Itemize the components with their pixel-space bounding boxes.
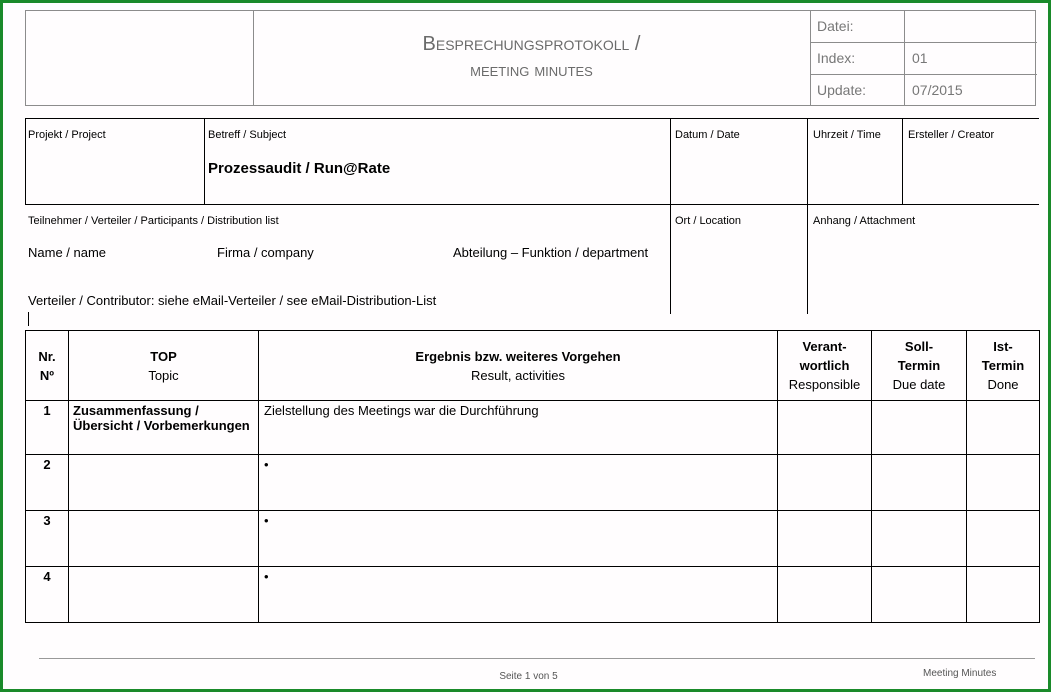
col-header-topic: TOP Topic	[69, 331, 259, 401]
row-done[interactable]	[967, 455, 1040, 511]
footer-divider	[39, 658, 1035, 659]
row-result[interactable]: •	[259, 511, 778, 567]
meta-value[interactable]: 07/2015	[912, 82, 963, 98]
text-cursor	[28, 312, 29, 326]
footer-doc-name: Meeting Minutes	[923, 668, 997, 679]
divider	[204, 118, 205, 205]
row-due-date[interactable]	[872, 511, 967, 567]
col-header-due-date: Soll- Termin Due date	[872, 331, 967, 401]
divider	[25, 118, 26, 205]
subject-value[interactable]: Prozessaudit / Run@Rate	[208, 160, 391, 177]
table-row	[26, 455, 1040, 511]
col-header-nr: Nr. Nº	[26, 331, 69, 401]
divider	[25, 204, 1039, 205]
meta-row-file	[811, 11, 1037, 43]
row-responsible[interactable]	[778, 511, 872, 567]
row-done[interactable]	[967, 567, 1040, 623]
meta-value[interactable]: 01	[912, 50, 928, 66]
row-number: 2	[26, 455, 69, 511]
row-responsible[interactable]	[778, 567, 872, 623]
creator-label: Ersteller / Creator	[908, 129, 995, 141]
col-header-done: Ist- Termin Done	[967, 331, 1040, 401]
title-line-2: meeting minutes	[470, 60, 593, 80]
divider	[25, 118, 1039, 119]
name-column-label: Name / name	[28, 245, 107, 260]
meta-value[interactable]	[906, 11, 1036, 42]
table-row	[26, 511, 1040, 567]
row-number: 3	[26, 511, 69, 567]
department-column-label: Abteilung – Funktion / department	[453, 245, 649, 260]
document-header	[25, 10, 1036, 106]
meta-row-index	[811, 43, 1037, 75]
distribution-note: Verteiler / Contributor: siehe eMail-Verteiler / see eMail-Distribution-List	[28, 293, 437, 308]
row-result[interactable]: Zielstellung des Meetings war die Durchführung	[259, 401, 778, 455]
row-due-date[interactable]	[872, 401, 967, 455]
row-topic[interactable]	[69, 567, 259, 623]
date-label: Datum / Date	[675, 129, 740, 141]
divider	[902, 118, 903, 205]
row-topic[interactable]	[69, 511, 259, 567]
attachment-label: Anhang / Attachment	[813, 215, 916, 227]
row-done[interactable]	[967, 401, 1040, 455]
row-responsible[interactable]	[778, 455, 872, 511]
page-number: Seite 1 von 5	[499, 671, 558, 682]
row-responsible[interactable]	[778, 401, 872, 455]
col-header-responsible: Verant- wortlich Responsible	[778, 331, 872, 401]
subject-label: Betreff / Subject	[208, 129, 287, 141]
document-title	[253, 11, 811, 105]
minutes-table	[25, 330, 1040, 623]
row-done[interactable]	[967, 511, 1040, 567]
participants-label: Teilnehmer / Verteiler / Participants / Distribution list	[28, 215, 279, 227]
row-result[interactable]: •	[259, 567, 778, 623]
table-row	[26, 401, 1040, 455]
row-topic[interactable]: Zusammenfassung / Übersicht / Vorbemerkungen	[69, 401, 259, 455]
row-number: 1	[26, 401, 69, 455]
divider	[807, 118, 808, 314]
row-result[interactable]: •	[259, 455, 778, 511]
project-label: Projekt / Project	[28, 129, 106, 141]
row-due-date[interactable]	[872, 567, 967, 623]
row-due-date[interactable]	[872, 455, 967, 511]
table-header-row	[26, 331, 1040, 401]
title-line-1: Besprechungsprotokoll /	[422, 33, 641, 55]
row-number: 4	[26, 567, 69, 623]
meta-key: Datei:	[811, 11, 905, 42]
row-topic[interactable]	[69, 455, 259, 511]
divider	[670, 118, 671, 314]
meta-row-update	[811, 75, 1037, 105]
company-column-label: Firma / company	[217, 245, 314, 260]
table-row	[26, 567, 1040, 623]
logo-area	[26, 11, 254, 105]
time-label: Uhrzeit / Time	[813, 129, 881, 141]
meta-key: Index:	[811, 43, 905, 74]
col-header-result: Ergebnis bzw. weiteres Vorgehen Result, activities	[259, 331, 778, 401]
meta-key: Update:	[811, 75, 905, 105]
location-label: Ort / Location	[675, 215, 742, 227]
